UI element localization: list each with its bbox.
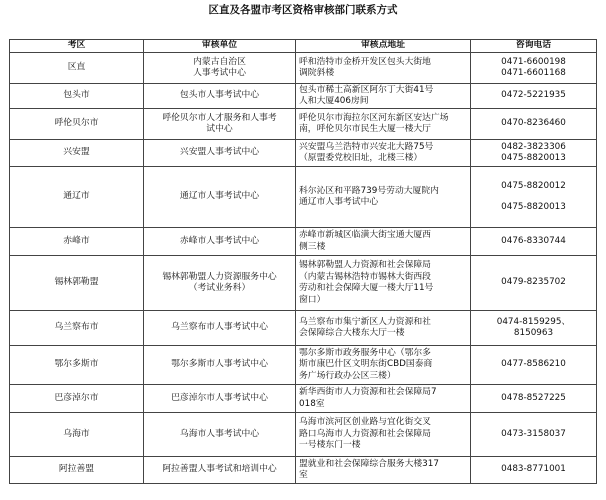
unit-cell: 通辽市人事考试中心 xyxy=(144,167,296,228)
phone-number: 0479-8235702 xyxy=(501,277,566,288)
header-unit: 审核单位 xyxy=(144,40,296,53)
phone-cell xyxy=(471,109,597,140)
unit-cell: 锡林郭勒盟人力资源服务中心 （考试业务科） xyxy=(144,256,296,311)
unit-cell: 兴安盟人事考试中心 xyxy=(144,140,296,167)
phone-number: 0470-8236460 xyxy=(501,118,566,129)
phone-number: 0474-8159295、 xyxy=(496,316,571,327)
phone-cell xyxy=(471,256,597,311)
region-cell: 乌海市 xyxy=(10,413,144,457)
address-cell: 包头市稀土高新区阿尔丁大街41号 人和大厦406房间 xyxy=(296,84,471,109)
phone-cell xyxy=(471,140,597,167)
phone-number: 0475-8820012 xyxy=(501,180,566,191)
phone-cell xyxy=(471,84,597,109)
phone-cell xyxy=(471,228,597,256)
unit-cell: 赤峰市人事考试中心 xyxy=(144,228,296,256)
phone-number: 0471-6601168 xyxy=(501,68,566,78)
region-cell: 区直 xyxy=(10,53,144,84)
address-cell: 呼伦贝尔市海拉尔区河东新区安达广场 南，呼伦贝尔市民生大厦一楼大厅 xyxy=(296,109,471,140)
phone-number: 0482-3823306 xyxy=(501,141,566,152)
address-cell: 新华西街市人力资源和社会保障局7 018室 xyxy=(296,385,471,413)
unit-cell: 阿拉善盟人事考试和培训中心 xyxy=(144,457,296,484)
address-cell: 呼和浩特市金桥开发区包头大街地 调院斜楼 xyxy=(296,53,471,84)
phone-number: 0471-6600198 xyxy=(501,56,566,67)
region-cell: 乌兰察布市 xyxy=(10,311,144,346)
region-cell: 包头市 xyxy=(10,84,144,109)
address-cell: 乌兰察布市集宁新区人力资源和社 会保障综合大楼东大厅一楼 xyxy=(296,311,471,346)
phone-cell xyxy=(471,385,597,413)
header-phone: 咨询电话 xyxy=(471,40,597,53)
region-cell: 阿拉善盟 xyxy=(10,457,144,484)
unit-cell: 内蒙古自治区 人事考试中心 xyxy=(144,53,296,84)
region-cell: 通辽市 xyxy=(10,167,144,228)
table-row xyxy=(10,53,597,84)
table-row xyxy=(10,457,597,484)
header-row xyxy=(10,40,597,53)
phone-number: 0475-8820013 xyxy=(501,153,566,163)
phone-number: 0475-8820013 xyxy=(501,202,566,212)
table-row xyxy=(10,228,597,256)
region-cell: 鄂尔多斯市 xyxy=(10,346,144,385)
phone-cell xyxy=(471,311,597,346)
phone-cell xyxy=(471,167,597,228)
table-row xyxy=(10,413,597,457)
unit-cell: 呼伦贝尔市人才服务和人事考 试中心 xyxy=(144,109,296,140)
unit-cell: 巴彦淖尔市人事考试中心 xyxy=(144,385,296,413)
unit-cell: 包头市人事考试中心 xyxy=(144,84,296,109)
phone-cell xyxy=(471,53,597,84)
table-row xyxy=(10,140,597,167)
address-cell: 盟就业和社会保障综合服务大楼317 室 xyxy=(296,457,471,484)
address-cell: 锡林郭勒盟人力资源和社会保障局 （内蒙古锡林浩特市锡林大街西段 劳动和社会保障大厦一楼大厅11号 窗口） xyxy=(296,256,471,311)
header-region: 考区 xyxy=(10,40,144,53)
region-cell: 巴彦淖尔市 xyxy=(10,385,144,413)
address-cell: 兴安盟乌兰浩特市兴安北大路75号 （原盟委党校旧址，北楼三楼） xyxy=(296,140,471,167)
table-row xyxy=(10,84,597,109)
table-row xyxy=(10,109,597,140)
table-row xyxy=(10,311,597,346)
address-cell: 乌海市滨河区创业路与宜化街交叉 路口乌海市人力资源和社会保障局 一号楼东门一楼 xyxy=(296,413,471,457)
phone-number: 0477-8586210 xyxy=(501,359,566,370)
phone-cell xyxy=(471,413,597,457)
region-cell: 锡林郭勒盟 xyxy=(10,256,144,311)
table-row xyxy=(10,346,597,385)
phone-cell xyxy=(471,346,597,385)
contact-table xyxy=(9,39,597,484)
phone-number: 0473-3158037 xyxy=(501,428,566,439)
unit-cell: 乌兰察布市人事考试中心 xyxy=(144,311,296,346)
unit-cell: 鄂尔多斯市人事考试中心 xyxy=(144,346,296,385)
region-cell: 赤峰市 xyxy=(10,228,144,256)
phone-number: 0483-8771001 xyxy=(501,464,566,475)
phone-number: 8150963 xyxy=(513,328,554,338)
unit-cell: 乌海市人事考试中心 xyxy=(144,413,296,457)
phone-number: 0476-8330744 xyxy=(501,235,566,246)
region-cell: 呼伦贝尔市 xyxy=(10,109,144,140)
phone-number: 0472-5221935 xyxy=(501,90,566,101)
address-cell: 鄂尔多斯市政务服务中心（鄂尔多 斯市康巴什区文明东街CBD国泰商 务广场行政办公区三楼） xyxy=(296,346,471,385)
table-row xyxy=(10,256,597,311)
phone-number: 0478-8527225 xyxy=(501,392,566,403)
header-address: 审核点地址 xyxy=(296,40,471,53)
region-cell: 兴安盟 xyxy=(10,140,144,167)
table-row xyxy=(10,167,597,228)
table-row xyxy=(10,385,597,413)
phone-cell xyxy=(471,457,597,484)
page-title: 区直及各盟市考区资格审核部门联系方式 xyxy=(208,4,398,16)
address-cell: 科尔沁区和平路739号劳动大厦院内 通辽市人事考试中心 xyxy=(296,167,471,228)
address-cell: 赤峰市新城区临潢大街宝通大厦西 侧三楼 xyxy=(296,228,471,256)
